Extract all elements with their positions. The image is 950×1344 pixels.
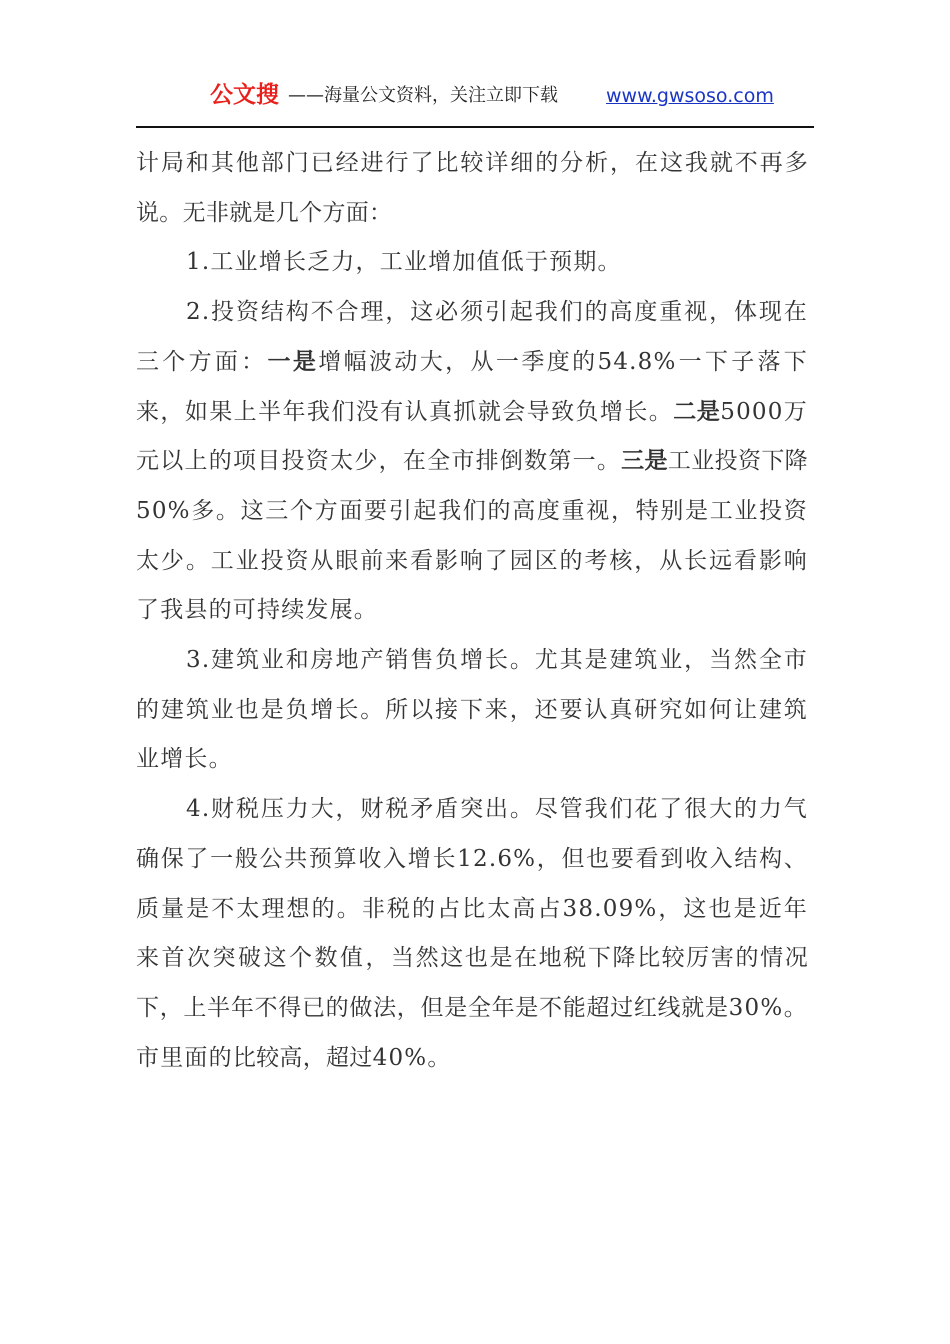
text-run: 3.建筑业和房地产销售负增长。尤其是建筑业，当然全市的建筑业也是负增长。所以接下来，还要认真研究如何让建筑业增长。: [136, 647, 808, 773]
text-run: 30%。市里面的: [136, 994, 808, 1071]
text-run: 三是: [621, 448, 668, 475]
text-run: 计局和其他部门已经进行了比较详细的分析，在这我就不再多说。无非就是几个方面：: [136, 150, 808, 226]
text-run: 40%。: [372, 1044, 452, 1071]
paragraph-item-3: [136, 636, 808, 785]
text-run: 增幅波动大，从一季度的: [318, 348, 598, 375]
paragraph-item-1: [136, 238, 808, 288]
header-slogan: ——海量公文资料，关注立即下载: [288, 85, 558, 106]
text-run: 比较高，超过: [232, 1044, 373, 1071]
text-run: 一是: [267, 348, 319, 375]
text-run: 5000万元以上的项目投资太少，在全市排倒数第一。: [136, 398, 808, 475]
paragraph-intro: [136, 139, 808, 238]
text-run: 54.8%一下子落下来，如果上半年我们没有认真抓就会导致负增长。: [136, 348, 808, 425]
document-body: [136, 139, 808, 1083]
website-link[interactable]: www.gwsoso.com: [606, 85, 774, 107]
page-header: [136, 80, 814, 114]
header-divider: [136, 126, 814, 128]
brand-logo-text[interactable]: 公文搜: [210, 82, 279, 108]
text-run: 2.投资结构不合理，这必须引起我们的高度重视，体现在三个方面：: [136, 299, 808, 375]
paragraph-item-2: [136, 288, 808, 636]
text-run: 二是: [673, 398, 721, 425]
paragraph-item-4: [136, 785, 808, 1083]
text-run: 工业投资下降: [667, 448, 808, 475]
text-run: 4.财税压力大，财税矛盾突出。尽管我们花了很大的力气确保了一般公共预算收入增长12.6%，但也要看到收入结构、质量是不太理想的。非税的占比太高占38.09%，这也是近年来首次突破这个数值，: [136, 796, 808, 972]
text-run: 当然这也是在地税下降比较厉害的情况下，上半年不得已的做法，但是全年是不能超过红线就是: [136, 945, 809, 1021]
text-run: 1.工业增长乏力，工业增加值低于预期。: [186, 249, 622, 276]
text-run: 50%多。这三个方面要引起我们的高度重视，特别是工业投资太少。工业投资从眼前来看影响了园区的考核，从长远看影响了我县的可持续发展。: [136, 497, 808, 624]
